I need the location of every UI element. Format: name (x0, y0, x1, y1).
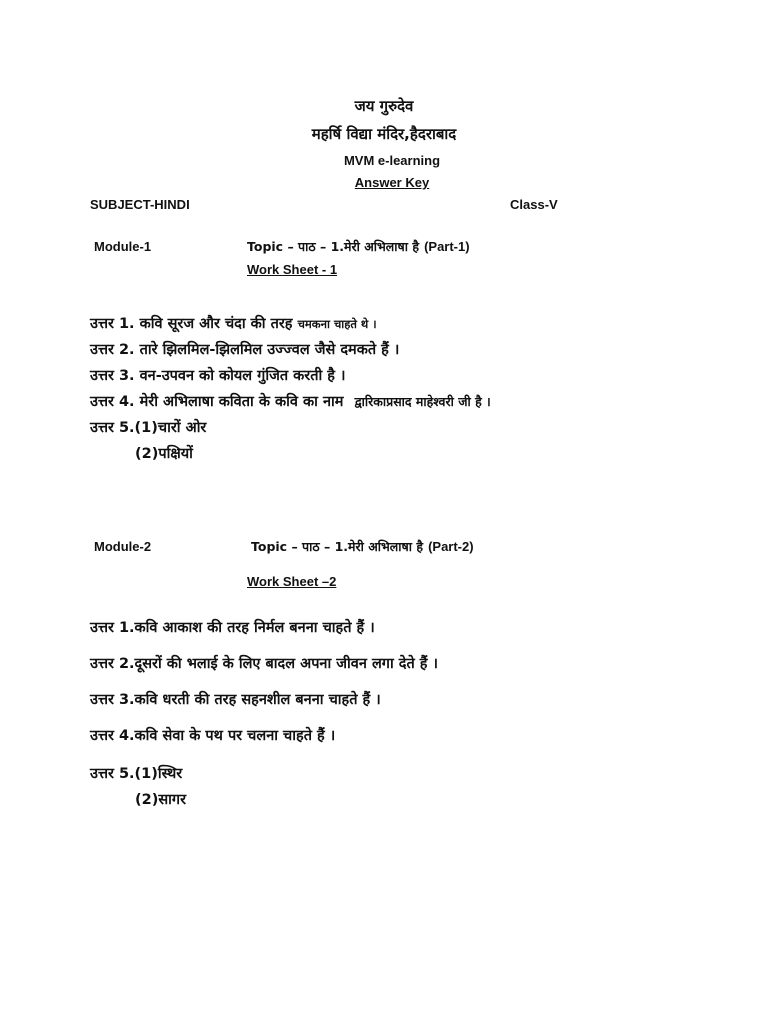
module-1-label: Module-1 (94, 239, 152, 254)
module-2-label: Module-2 (94, 539, 152, 554)
module-1-topic-text: Topic – पाठ – 1.मेरी अभिलाषा है (247, 239, 419, 254)
school-name: महर्षि विद्या मंदिर,हैदराबाद (311, 125, 457, 143)
m1-answer-2: उत्तर 2. तारे झिलमिल-झिलमिल उज्ज्वल जैसे दमकते हैं । (90, 342, 400, 358)
m1-answer-1 (90, 313, 377, 333)
m2-answer-5: उत्तर 5.(1)स्थिर (90, 766, 183, 782)
m2-answer-1: उत्तर 1.कवि आकाश की तरह निर्मल बनना चाहते हैं । (90, 620, 375, 636)
m1-answer-1-tail: चमकना चाहते थे । (297, 317, 377, 331)
module-2-topic (251, 536, 474, 555)
m1-answer-5-part-2: (2)पक्षियों (135, 446, 193, 462)
class-label: Class-V (510, 197, 558, 212)
worksheet-1-title: Work Sheet - 1 (247, 262, 338, 277)
subject-label: SUBJECT-HINDI (90, 197, 190, 212)
module-1-topic (247, 236, 470, 255)
m1-answer-5: उत्तर 5.(1)चारों ओर (90, 420, 207, 436)
blessing-line: जय गुरुदेव (354, 97, 414, 115)
document-type: Answer Key (354, 175, 430, 190)
m1-answer-3: उत्तर 3. वन-उपवन को कोयल गुंजित करती है । (90, 368, 346, 384)
m2-answer-2: उत्तर 2.दूसरों की भलाई के लिए बादल अपना जीवन लगा देते हैं । (90, 656, 439, 672)
m2-answer-5-part-2: (2)सागर (135, 792, 186, 808)
module-1-topic-part: (Part-1) (424, 239, 470, 254)
m1-answer-4-main: उत्तर 4. मेरी अभिलाषा कविता के कवि का नाम (90, 394, 344, 410)
m1-answer-1-main: उत्तर 1. कवि सूरज और चंदा की तरह (90, 316, 293, 332)
m1-answer-4-tail: द्वारिकाप्रसाद माहेश्वरी जी है । (354, 394, 491, 409)
module-2-topic-part: (Part-2) (428, 539, 474, 554)
worksheet-2-title: Work Sheet –2 (247, 574, 337, 589)
m1-answer-4 (90, 391, 491, 411)
program-name: MVM e-learning (343, 153, 441, 168)
m2-answer-3: उत्तर 3.कवि धरती की तरह सहनशील बनना चाहते हैं । (90, 692, 381, 708)
module-2-topic-text: Topic – पाठ – 1.मेरी अभिलाषा है (251, 539, 423, 554)
m2-answer-4: उत्तर 4.कवि सेवा के पथ पर चलना चाहते हैं । (90, 728, 336, 744)
